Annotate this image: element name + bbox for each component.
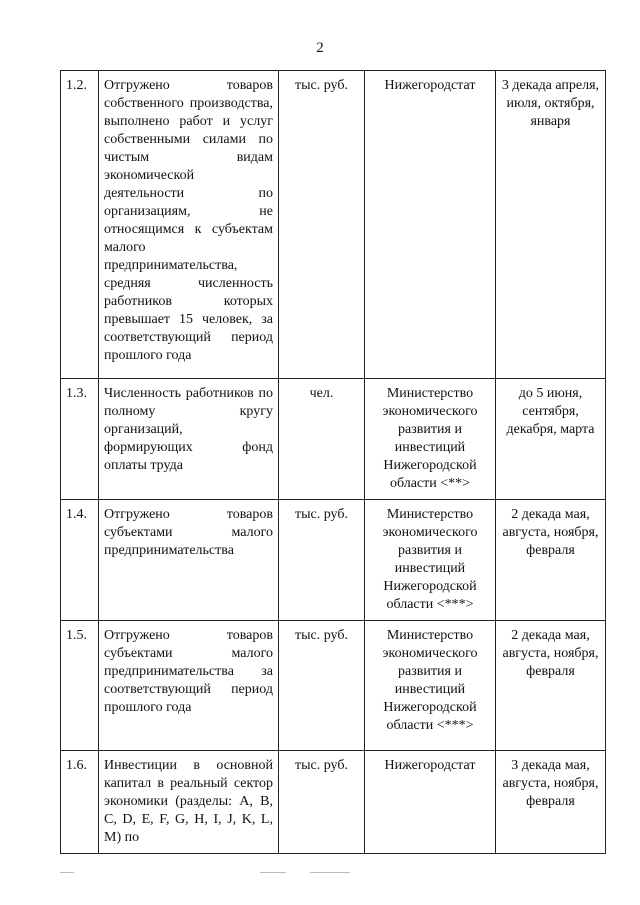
indicators-table (60, 70, 606, 854)
data-source: Нижегородстат (365, 751, 496, 854)
row-number: 1.6. (61, 751, 99, 854)
data-source: Министерство экономического развития и инвестиций Нижегородской области <***> (365, 500, 496, 621)
row-number: 1.2. (61, 71, 99, 379)
table-row (61, 621, 606, 751)
row-number: 1.3. (61, 379, 99, 500)
indicator-name: Отгружено товаров собственного производства, выполнено работ и услуг собственными силами по чистым видам экономической деятельности по организациям, не относящимся к субъектам малого предпринимательства, средняя численность работников которых превышает 15 человек, за соответствующий период прошлого года (99, 71, 279, 379)
deadline: 2 декада мая, августа, ноября, февраля (496, 500, 606, 621)
indicator-name: Инвестиции в основной капитал в реальный сектор экономики (разделы: A, B, C, D, E, F, G, H, I, J, K, L, M) по (99, 751, 279, 854)
unit-of-measure: тыс. руб. (279, 500, 365, 621)
row-number: 1.5. (61, 621, 99, 751)
indicator-name: Отгружено товаров субъектами малого предпринимательства (99, 500, 279, 621)
indicator-name: Отгружено товаров субъектами малого предпринимательства за соответствующий период прошлого года (99, 621, 279, 751)
table-row (61, 379, 606, 500)
unit-of-measure: чел. (279, 379, 365, 500)
scan-artifacts (60, 872, 605, 874)
row-number: 1.4. (61, 500, 99, 621)
unit-of-measure: тыс. руб. (279, 71, 365, 379)
data-source: Министерство экономического развития и инвестиций Нижегородской области <**> (365, 379, 496, 500)
unit-of-measure: тыс. руб. (279, 751, 365, 854)
deadline: до 5 июня, сентября, декабря, марта (496, 379, 606, 500)
deadline: 3 декада мая, августа, ноября, февраля (496, 751, 606, 854)
deadline: 2 декада мая, августа, ноября, февраля (496, 621, 606, 751)
page-number: 2 (316, 40, 324, 56)
indicator-name: Численность работников по полному кругу организаций, формирующих фонд оплаты труда (99, 379, 279, 500)
deadline: 3 декада апреля, июля, октября, января (496, 71, 606, 379)
data-source: Нижегородстат (365, 71, 496, 379)
data-source: Министерство экономического развития и инвестиций Нижегородской области <***> (365, 621, 496, 751)
unit-of-measure: тыс. руб. (279, 621, 365, 751)
table-row (61, 500, 606, 621)
table-row (61, 71, 606, 379)
table-row (61, 751, 606, 854)
